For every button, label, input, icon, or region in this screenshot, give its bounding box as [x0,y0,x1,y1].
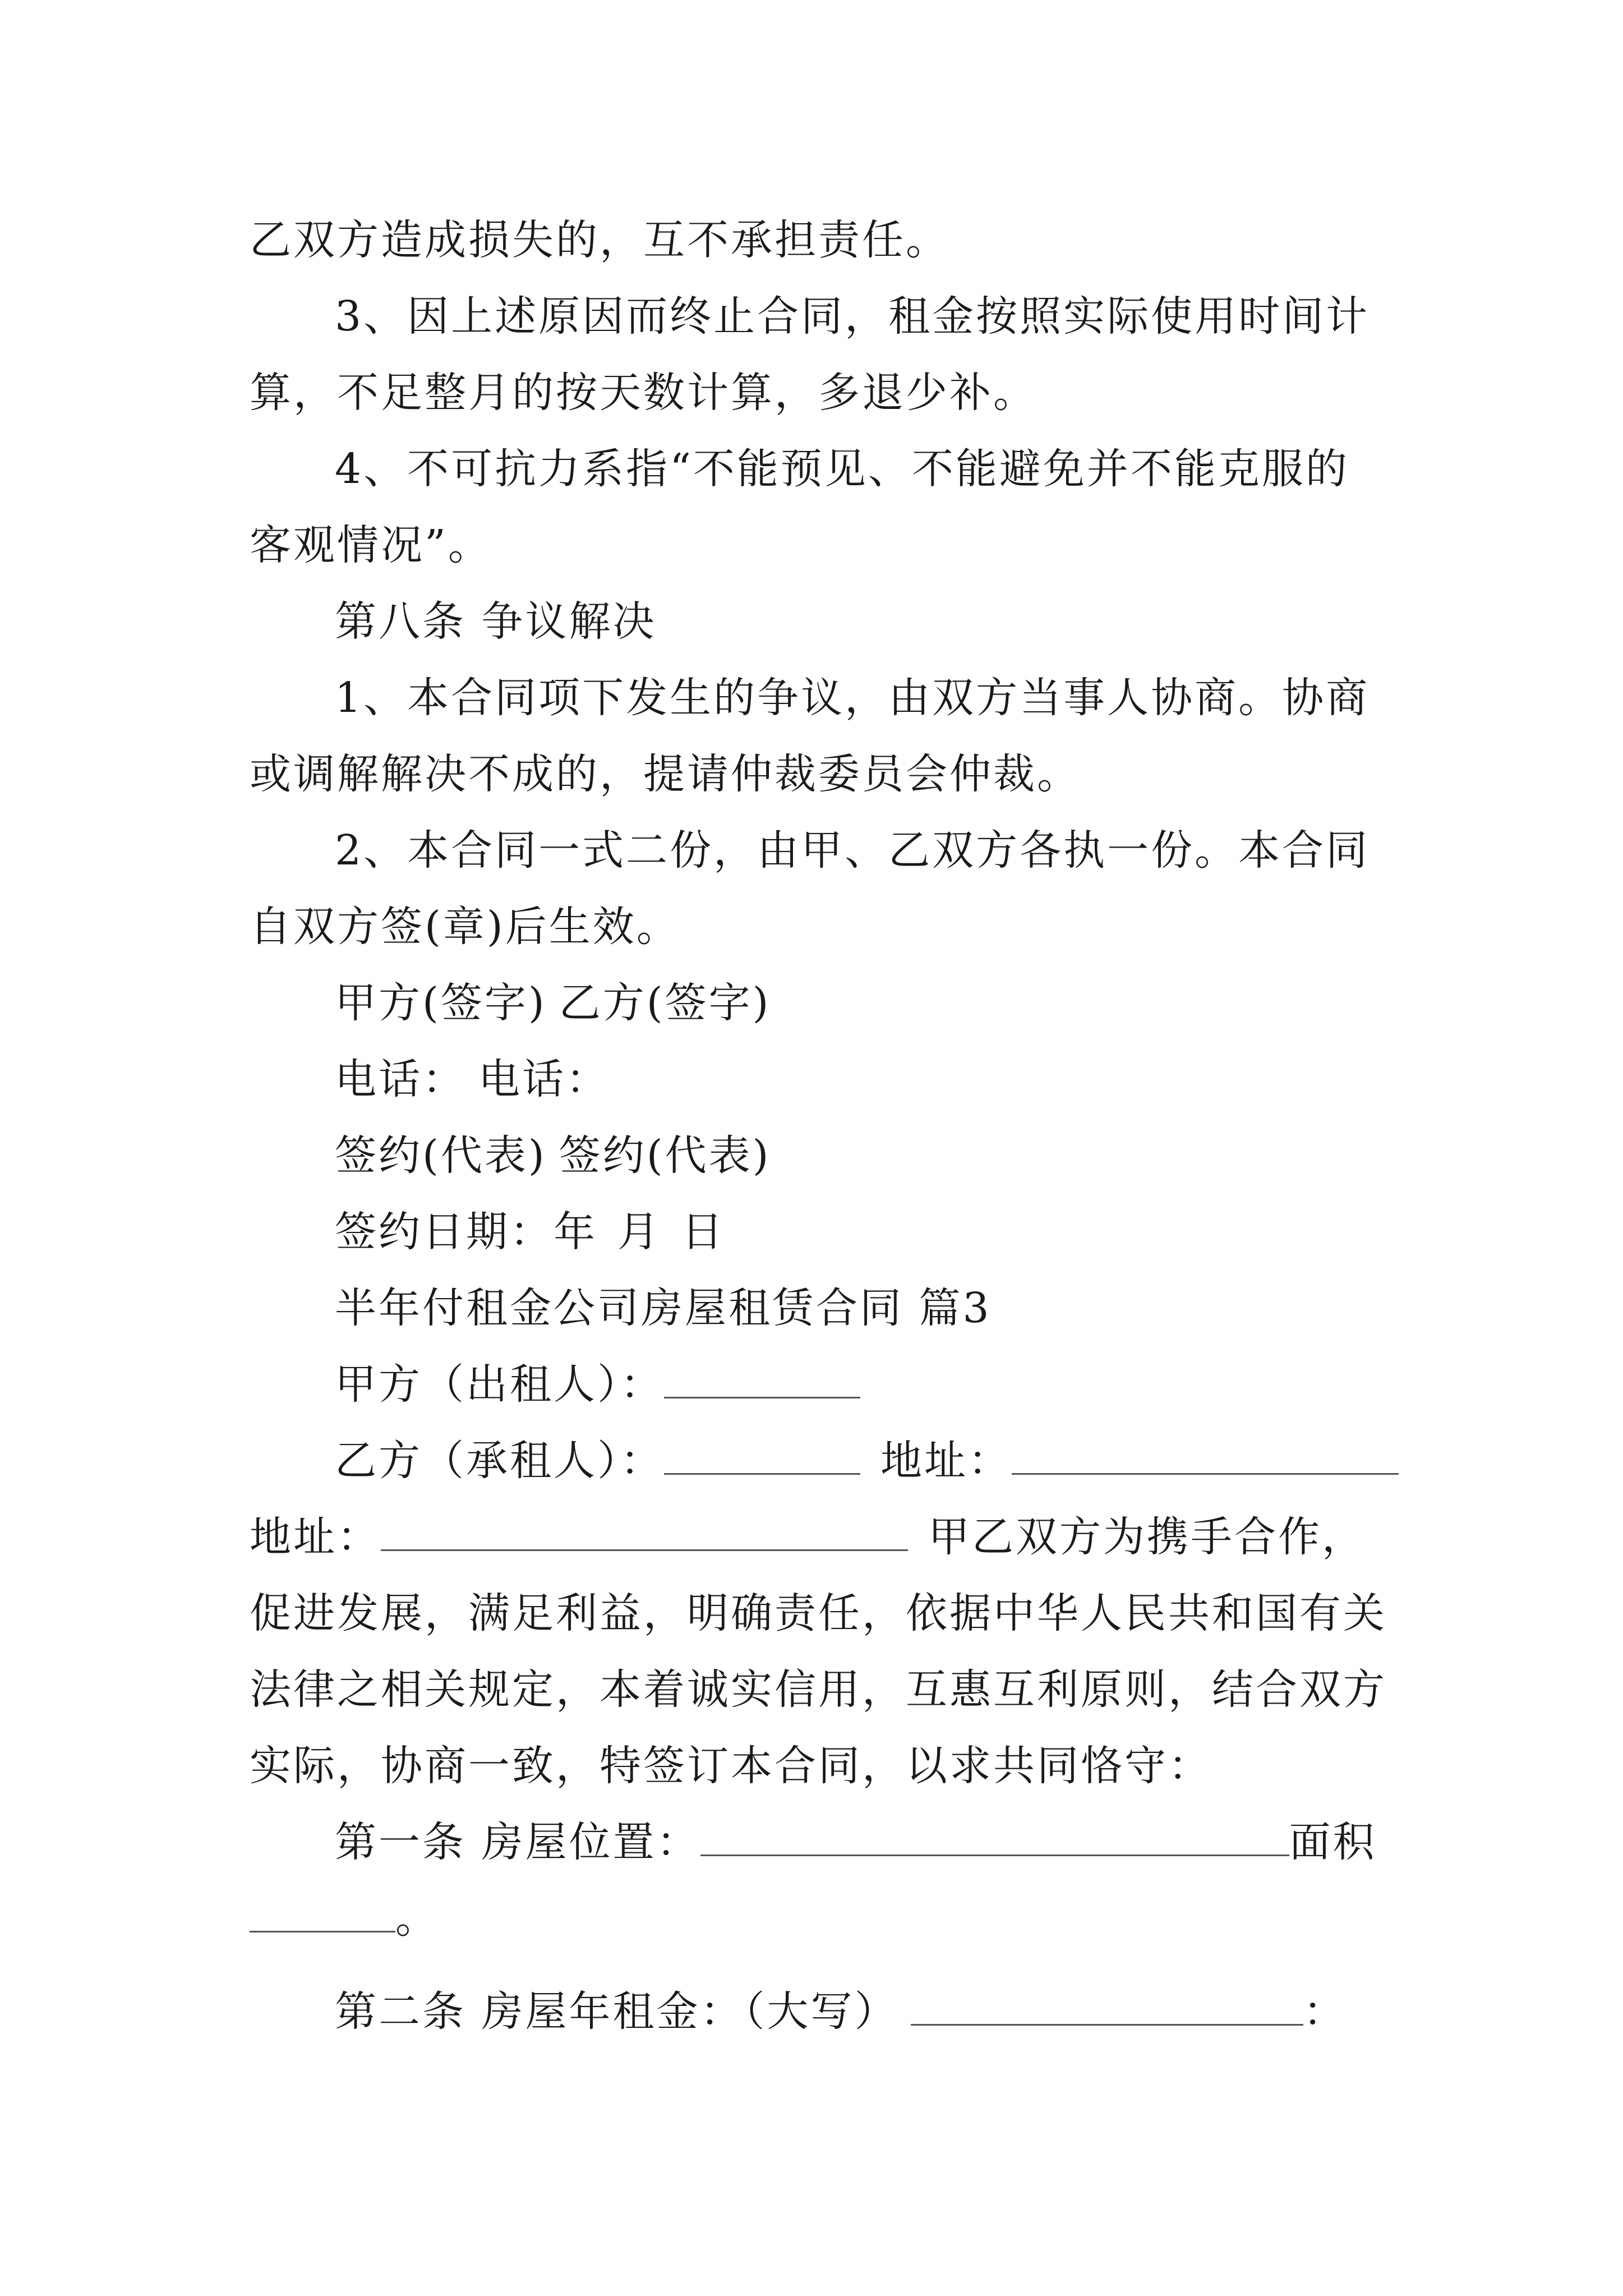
party-b-blank [664,1437,860,1475]
paragraph-line: 乙双方造成损失的，互不承担责任。 [250,216,949,264]
paragraph-line: 促进发展，满足利益，明确责任，依据中华人民共和国有关 [250,1589,1387,1637]
party-b-label: 乙方（承租人）： [335,1437,664,1485]
article1-line [250,1804,1388,1880]
phone-line [250,1041,1388,1117]
article2-label: 第二条 房屋年租金：（大写） [335,1987,898,2036]
party-b-representative-label: 签约(代表) [559,1131,771,1180]
paragraph-line: 法律之相关规定，本着诚实信用，互惠互利原则，结合双方 [250,1665,1387,1714]
sign-date-label: 签约日期： [335,1208,554,1256]
month-label: 月 [617,1208,661,1256]
area-blank [250,1895,395,1932]
paragraph-line: 或调解解决不成的，提请仲裁委员会仲裁。 [250,750,1081,798]
contract-title: 半年付租金公司房屋租赁合同 篇3 [335,1284,992,1332]
day-label: 日 [681,1208,725,1256]
party-a-line [250,1346,1388,1423]
paragraph-line: 自双方签(章)后生效。 [250,903,680,951]
article-title: 第八条 争议解决 [335,597,657,646]
representative-line [250,1117,1388,1194]
location-blank [700,1819,1289,1856]
party-b-address-label: 地址： [250,1513,381,1561]
year-label: 年 [554,1208,597,1256]
paragraph-line: 算，不足整月的按天数计算，多退少补。 [250,369,1037,417]
intro-text: 甲乙双方为携手合作， [928,1513,1366,1561]
party-b-phone-label: 电话： [478,1055,610,1103]
area-line [250,1880,1388,1957]
paragraph-line: 3、因上述原因而终止合同，租金按照实际使用时间计 [335,292,1370,341]
party-a-address-label: 地址： [880,1437,1012,1485]
party-a-label: 甲方（出租人）： [335,1360,664,1409]
area-label: 面积 [1289,1818,1377,1866]
paragraph-line: 客观情况”。 [250,521,492,569]
paragraph-line: 2、本合同一式二份，由甲、乙双方各执一份。本合同 [335,826,1370,875]
rent-blank [911,1988,1303,2026]
article2-line [250,1973,1388,2050]
article1-label: 第一条 房屋位置： [335,1818,700,1866]
party-a-signature-label: 甲方(签字) [335,979,547,1027]
article2-end: ： [1303,1987,1347,2036]
paragraph-line: 实际，协商一致，特签订本合同，以求共同恪守： [250,1742,1212,1790]
party-b-signature-label: 乙方(签字) [559,979,771,1027]
area-end: 。 [395,1894,439,1943]
paragraph-line: 1、本合同项下发生的争议，由双方当事人协商。协商 [335,674,1370,722]
document-body [250,202,1388,2050]
signature-line [250,965,1388,1041]
party-a-blank [664,1361,860,1398]
paragraph-line: 4、不可抗力系指“不能预见、不能避免并不能克服的 [335,445,1349,493]
party-b-line [250,1423,1388,1499]
address-line [250,1499,1388,1575]
sign-date-line [250,1194,1388,1270]
party-a-address-blank [1012,1437,1399,1475]
party-a-phone-label: 电话： [335,1055,466,1103]
party-b-address-blank [381,1513,908,1551]
party-a-representative-label: 签约(代表) [335,1131,547,1180]
